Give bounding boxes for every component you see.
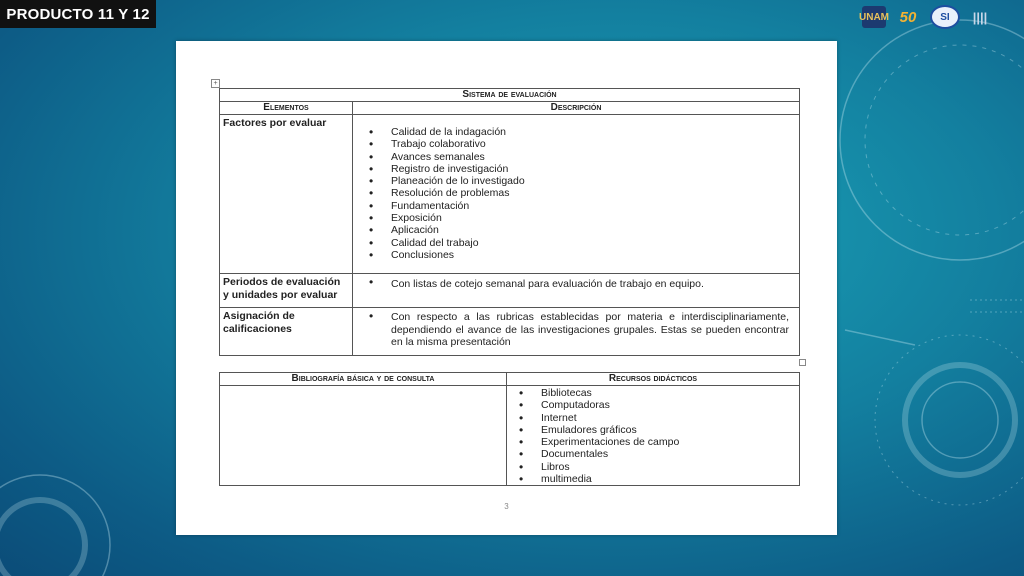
fifty-anniversary-logo: 50 [899,8,917,26]
description-factores [353,115,800,274]
list-item: • Calidad del trabajo [391,237,799,249]
unam-logo: UNAM [862,6,886,28]
resources-table [219,372,800,486]
list-item: • multimedia [541,473,799,485]
header-description: Descripción [353,102,800,115]
element-asignacion: Asignación de calificaciones [220,308,353,356]
list-item: • Documentales [541,448,799,460]
element-factores: Factores por evaluar [220,115,353,274]
header-elements: Elementos [220,102,353,115]
evaluation-table-title: Sistema de evaluación [220,89,800,102]
document-page [176,41,837,535]
description-asignacion: • Con respecto a las rubricas establecidas por materia e interdisciplinariamente, dependiendo el avance de las investigaciones grupales. Estas se pueden encontrar en la misma presentación [353,308,799,351]
logo-strip [859,5,994,29]
bibliography-cell [220,386,507,486]
list-item: • Planeación de lo investigado [391,175,799,187]
table-move-handle-icon[interactable]: + [211,79,220,88]
slide-title: PRODUCTO 11 Y 12 [0,0,156,28]
header-resources: Recursos didácticos [507,373,800,386]
list-item: • Registro de investigación [391,163,799,175]
list-item: • Trabajo colaborativo [391,138,799,150]
list-item: • Emuladores gráficos [541,424,799,436]
list-item: • Calidad de la indagación [391,126,799,138]
list-item: • Fundamentación [391,200,799,212]
list-item: • Exposición [391,212,799,224]
list-item: • Aplicación [391,224,799,236]
list-item: • Internet [541,412,799,424]
resources-cell [507,386,800,486]
list-item: • Libros [541,461,799,473]
description-periodos: • Con listas de cotejo semanal para evaluación de trabajo en equipo. [353,274,799,293]
list-item: • Avances semanales [391,151,799,163]
table-resize-handle-icon[interactable] [799,359,806,366]
resources-list [507,386,799,485]
header-bibliography: Bibliografía básica y de consulta [220,373,507,386]
list-item: • Resolución de problemas [391,187,799,199]
page-number: 3 [504,502,509,511]
list-item: • Conclusiones [391,249,799,261]
factores-list [353,115,799,272]
element-periodos: Periodos de evaluación y unidades por evaluar [220,274,353,308]
si-logo: SI [930,5,960,29]
list-item: • Bibliotecas [541,387,799,399]
bars-logo: |||| [972,9,988,25]
list-item: • Experimentaciones de campo [541,436,799,448]
list-item: • Computadoras [541,399,799,411]
evaluation-table [219,88,800,356]
